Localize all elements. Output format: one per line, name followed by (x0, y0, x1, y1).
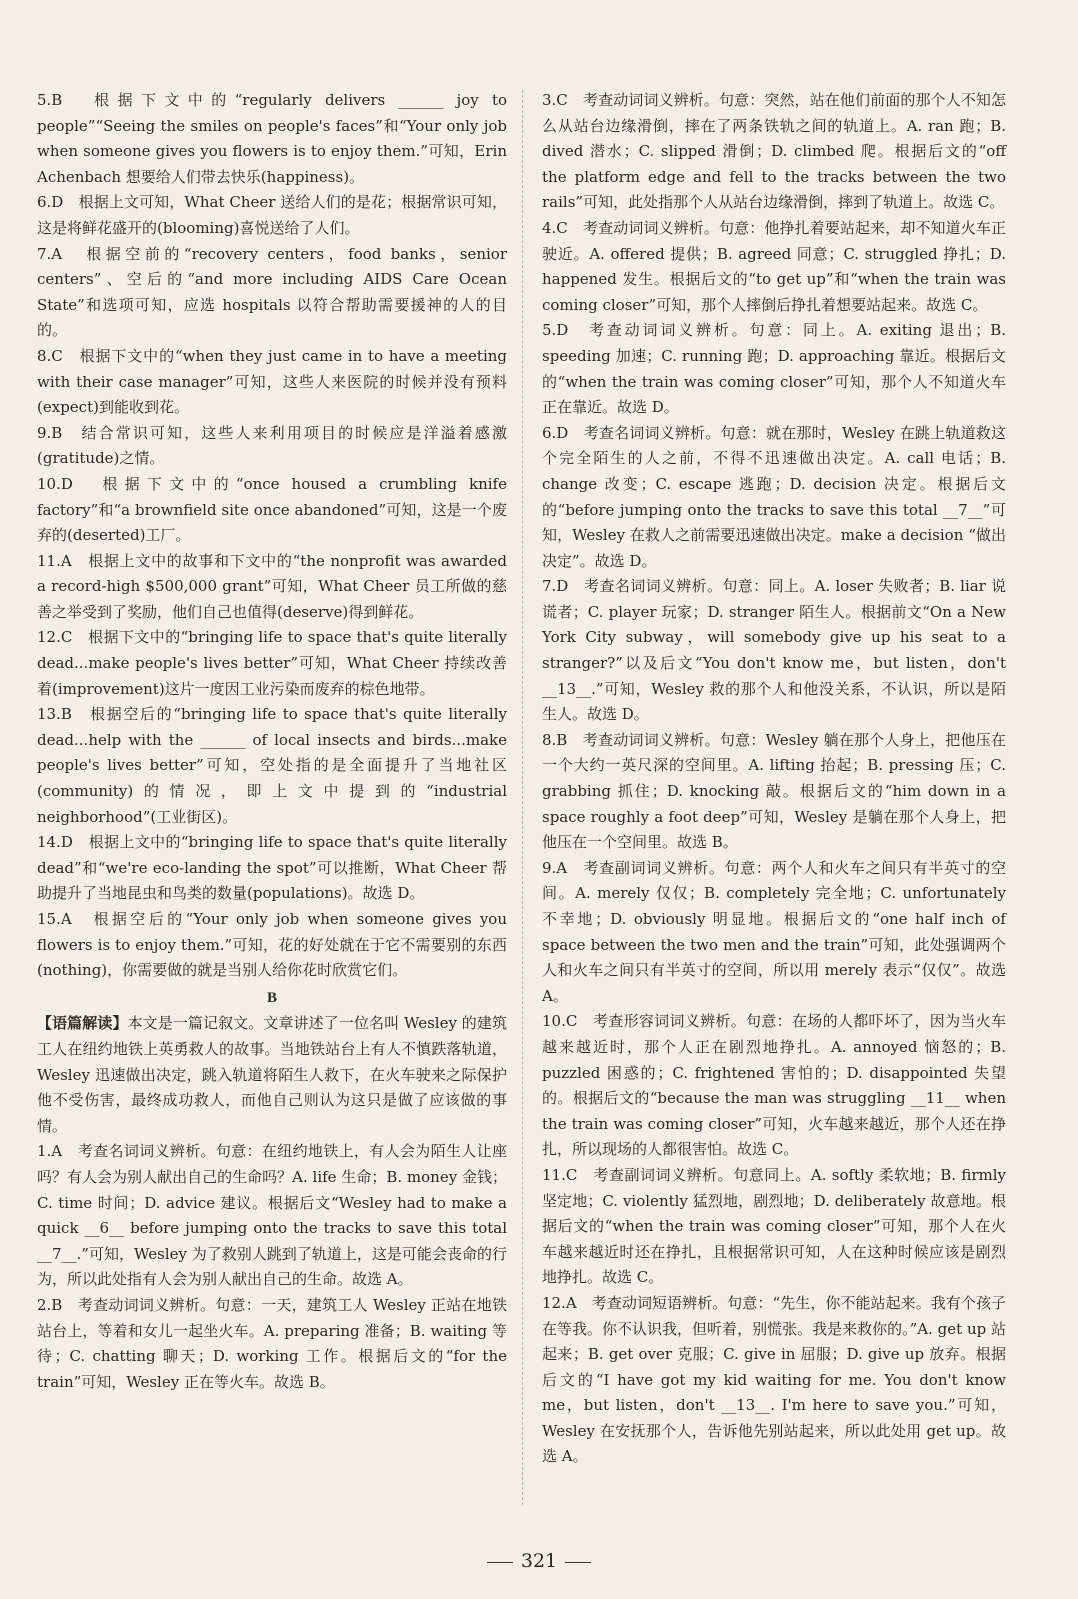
answer-item: 9.A 考查副词词义辨析。句意：两个人和火车之间只有半英寸的空间。A. merely 仅仅；B. completely 完全地；C. unfortunately 不幸地；D. obviously 明显地。根据后文的“one half inch of space between the two men and the train”可知，此处强调两个人和火车之间只有半英寸的空间，所以用 merely 表示“仅仅”。故选 A。 (542, 858, 1006, 1005)
page-number: 321 (520, 1550, 558, 1572)
answer-item: 5.B 根据下文中的“regularly delivers ______ joy to people”“Seeing the smiles on people's faces”和“Your only job when someone gives you flowers is to enjoy them.”可知，Erin Achenbach 想要给人们带去快乐(happiness)。 (37, 91, 507, 186)
summary-text: 本文是一篇记叙文。文章讲述了一位名叫 Wesley 的建筑工人在纽约地铁上英勇救人的故事。当地铁站台上有人不慎跌落轨道，Wesley 迅速做出决定，跳入轨道将陌生人救下，在火车驶来之际保护他不受伤害，最终成功救人，而他自己则认为这只是做了应该做的事情。 (37, 1014, 507, 1135)
summary-tag: 【语篇解读】 (37, 1014, 128, 1033)
answer-item: 12.C 根据下文中的“bringing life to space that's quite literally dead...make people's lives better”可知，What Cheer 持续改善着(improvement)这片一度因工业污染而废弃的棕色地带。 (37, 628, 507, 698)
section-heading: B (266, 989, 277, 1006)
answer-item: 6.D 根据上文可知，What Cheer 送给人们的是花；根据常识可知，这是将鲜花盛开的(blooming)喜悦送给了人们。 (37, 193, 507, 237)
answer-item: 6.D 考查名词词义辨析。句意：就在那时，Wesley 在跳上轨道救这个完全陌生的人之前，不得不迅速做出决定。A. call 电话；B. change 改变；C. escape 逃跑；D. decision 决定。根据后文的“before jumping onto the tracks to save this total __7__”可知，Wesley 在救人之前需要迅速做出决定。make a decision “做出决定”。故选 D。 (542, 423, 1006, 570)
footer-dash (487, 1562, 513, 1563)
left-column (37, 88, 507, 1395)
answer-item: 3.C 考查动词词义辨析。句意：突然，站在他们前面的那个人不知怎么从站台边缘滑倒，摔在了两条铁轨之间的轨道上。A. ran 跑；B. dived 潜水；C. slipped 滑倒；D. climbed 爬。根据后文的“off the platform edge and fell to the tracks between the two rails”可知，此处指那个人从站台边缘滑倒，摔到了轨道上。故选 C。 (542, 91, 1006, 212)
passage-summary (37, 1011, 507, 1139)
answer-item: 7.D 考查名词词义辨析。句意：同上。A. loser 失败者；B. liar 说谎者；C. player 玩家；D. stranger 陌生人。根据前文“On a New York City subway，will somebody give up his seat to a stranger?”以及后文“You don't know me，but listen，don't __13__.”可知，Wesley 救的那个人和他没关系，不认识，所以是陌生人。故选 D。 (542, 577, 1006, 724)
answer-item: 1.A 考查名词词义辨析。句意：在纽约地铁上，有人会为陌生人让座吗？有人会为别人献出自己的生命吗？A. life 生命；B. money 金钱；C. time 时间；D. advice 建议。根据后文“Wesley had to make a quick __6__ before jumping onto the tracks to save this total __7__.”可知，Wesley 为了救别人跳到了轨道上，这是可能会丧命的行为，所以此处指有人会为别人献出自己的生命。故选 A。 (37, 1142, 507, 1289)
answer-item: 11.C 考查副词词义辨析。句意同上。A. softly 柔软地；B. firmly 坚定地；C. violently 猛烈地，剧烈地；D. deliberately 故意地。根据后文的“when the train was coming closer”可知，那个人在火车越来越近时还在挣扎，且根据常识可知，人在这种时候应该是剧烈地挣扎。故选 C。 (542, 1165, 1006, 1287)
answer-item: 9.B 结合常识可知，这些人来利用项目的时候应是洋溢着感激(gratitude)之情。 (37, 423, 507, 468)
answer-item: 8.B 考查动词词义辨析。句意：Wesley 躺在那个人身上，把他压在一个大约一英尺深的空间里。A. lifting 抬起；B. pressing 压；C. grabbing 抓住；D. knocking 敲。根据后文的“him down in a space roughly a foot deep”可知，Wesley 是躺在那个人身上，把他压在一个空间里。故选 B。 (542, 730, 1006, 852)
answer-item: 2.B 考查动词词义辨析。句意：一天，建筑工人 Wesley 正站在地铁站台上，等着和女儿一起坐火车。A. preparing 准备；B. waiting 等待；C. chatting 聊天；D. working 工作。根据后文的“for the train”可知，Wesley 正在等火车。故选 B。 (37, 1295, 507, 1391)
page-footer (0, 1550, 1078, 1572)
footer-dash (565, 1562, 591, 1563)
column-divider (522, 90, 523, 1505)
answer-item: 11.A 根据上文中的故事和下文中的“the nonprofit was awarded a record-high $500,000 grant”可知，What Cheer 员工所做的慈善之举受到了奖励，他们自己也值得(deserve)得到鲜花。 (37, 551, 507, 621)
answer-item: 10.C 考查形容词词义辨析。句意：在场的人都吓坏了，因为当火车越来越近时，那个人正在剧烈地挣扎。A. annoyed 恼怒的；B. puzzled 困惑的；C. frightened 害怕的；D. disappointed 失望的。根据后文的“because the man was struggling __11__ when the train was coming closer”可知，火车越来越近，那个人还在挣扎，所以现场的人都很害怕。故选 C。 (542, 1012, 1006, 1159)
answer-item: 8.C 根据下文中的“when they just came in to have a meeting with their case manager”可知，这些人来医院的时候并没有预料(expect)到能收到花。 (37, 346, 507, 417)
answer-item: 7.A 根据空前的“recovery centers，food banks，senior centers”、空后的“and more including AIDS Care Ocean State”和选项可知，应选 hospitals 以符合帮助需要援神的人的目的。 (37, 244, 507, 340)
answer-item: 12.A 考查动词短语辨析。句意：“先生，你不能站起来。我有个孩子在等我。你不认识我，但听着，别慌张。我是来救你的。”A. get up 站起来；B. get over 克服；C. give in 屈服；D. give up 放弃。根据后文的“I have got my kid waiting for me. You don't know me，but listen，don't __13__. I'm here to save you.”可知，Wesley 在安抚那个人，告诉他先别站起来，所以此处用 get up。故选 A。 (542, 1293, 1006, 1466)
answer-item: 15.A 根据空后的“Your only job when someone gives you flowers is to enjoy them.”可知，花的好处就在于它不需要别的东西(nothing)，你需要做的就是当别人给你花时欣赏它们。 (37, 910, 507, 980)
answer-item: 13.B 根据空后的“bringing life to space that's quite literally dead...help with the ______ of local insects and birds...make people's lives better”可知，空处指的是全面提升了当地社区(community)的情况，即上文中提到的“industrial neighborhood”(工业街区)。 (37, 705, 507, 826)
answer-item: 10.D 根据下文中的“once housed a crumbling knife factory”和“a brownfield site once abandoned”可知，这是一个废弃的(deserted)工厂。 (37, 474, 507, 545)
answer-item: 5.D 考查动词词义辨析。句意：同上。A. exiting 退出；B. speeding 加速；C. running 跑；D. approaching 靠近。根据后文的“when the train was coming closer”可知，那个人不知道火车正在靠近。故选 D。 (542, 321, 1006, 417)
right-column (542, 88, 1006, 1470)
answer-item: 14.D 根据上文中的“bringing life to space that's quite literally dead”和“we're eco-landing the spot”可以推断，What Cheer 帮助提升了当地昆虫和鸟类的数量(populations)。故选 D。 (37, 833, 507, 903)
answer-item: 4.C 考查动词词义辨析。句意：他挣扎着要站起来，却不知道火车正驶近。A. offered 提供；B. agreed 同意；C. struggled 挣扎；D. happened 发生。根据后文的“to get up”和“when the train was coming closer”可知，那个人摔倒后挣扎着想要站起来。故选 C。 (542, 218, 1006, 314)
